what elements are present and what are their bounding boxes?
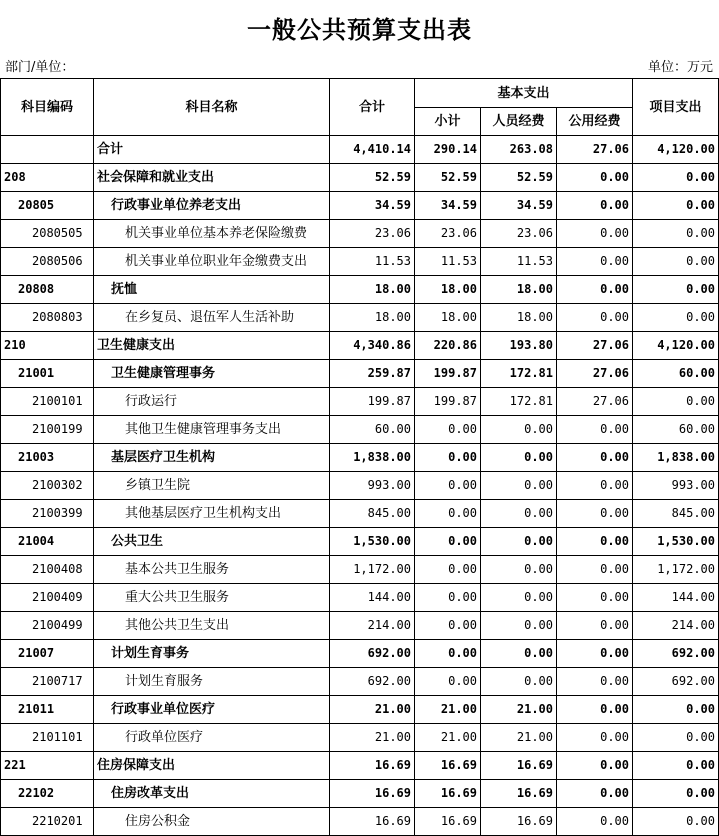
cell-name: 机关事业单位基本养老保险缴费 — [94, 220, 330, 248]
cell-subtotal: 23.06 — [415, 220, 481, 248]
cell-project: 1,172.00 — [633, 556, 719, 584]
cell-public: 0.00 — [557, 472, 633, 500]
cell-total: 23.06 — [330, 220, 415, 248]
cell-personnel: 0.00 — [481, 584, 557, 612]
table-row — [1, 248, 719, 276]
cell-project: 0.00 — [633, 724, 719, 752]
cell-code — [1, 136, 94, 164]
cell-code: 2080506 — [1, 248, 94, 276]
cell-public: 0.00 — [557, 500, 633, 528]
table-row — [1, 164, 719, 192]
cell-total: 11.53 — [330, 248, 415, 276]
cell-public: 27.06 — [557, 332, 633, 360]
cell-total: 34.59 — [330, 192, 415, 220]
cell-total: 21.00 — [330, 696, 415, 724]
expenditure-table — [0, 78, 719, 836]
cell-total: 214.00 — [330, 612, 415, 640]
cell-name: 住房改革支出 — [94, 780, 330, 808]
cell-total: 259.87 — [330, 360, 415, 388]
table-row — [1, 276, 719, 304]
cell-personnel: 52.59 — [481, 164, 557, 192]
cell-name: 社会保障和就业支出 — [94, 164, 330, 192]
cell-personnel: 0.00 — [481, 556, 557, 584]
cell-name: 公共卫生 — [94, 528, 330, 556]
header-personnel: 人员经费 — [481, 108, 557, 136]
header-project: 项目支出 — [633, 79, 719, 136]
cell-public: 0.00 — [557, 192, 633, 220]
cell-name: 基层医疗卫生机构 — [94, 444, 330, 472]
table-row — [1, 360, 719, 388]
header-subtotal: 小计 — [415, 108, 481, 136]
table-row — [1, 472, 719, 500]
cell-subtotal: 0.00 — [415, 556, 481, 584]
cell-total: 1,838.00 — [330, 444, 415, 472]
cell-total: 18.00 — [330, 276, 415, 304]
table-row — [1, 640, 719, 668]
cell-public: 0.00 — [557, 276, 633, 304]
cell-personnel: 263.08 — [481, 136, 557, 164]
cell-personnel: 21.00 — [481, 724, 557, 752]
cell-personnel: 0.00 — [481, 500, 557, 528]
cell-name: 在乡复员、退伍军人生活补助 — [94, 304, 330, 332]
cell-name: 卫生健康支出 — [94, 332, 330, 360]
cell-project: 692.00 — [633, 640, 719, 668]
cell-code: 21011 — [1, 696, 94, 724]
cell-subtotal: 21.00 — [415, 724, 481, 752]
cell-personnel: 172.81 — [481, 360, 557, 388]
table-row — [1, 220, 719, 248]
cell-personnel: 172.81 — [481, 388, 557, 416]
cell-total: 845.00 — [330, 500, 415, 528]
cell-total: 16.69 — [330, 752, 415, 780]
cell-subtotal: 0.00 — [415, 472, 481, 500]
cell-subtotal: 52.59 — [415, 164, 481, 192]
cell-personnel: 16.69 — [481, 780, 557, 808]
cell-total: 1,530.00 — [330, 528, 415, 556]
header-basic: 基本支出 — [415, 79, 633, 108]
cell-code: 2080803 — [1, 304, 94, 332]
cell-name: 其他基层医疗卫生机构支出 — [94, 500, 330, 528]
cell-name: 机关事业单位职业年金缴费支出 — [94, 248, 330, 276]
cell-public: 0.00 — [557, 612, 633, 640]
cell-subtotal: 16.69 — [415, 808, 481, 836]
cell-name: 其他卫生健康管理事务支出 — [94, 416, 330, 444]
cell-code: 2100499 — [1, 612, 94, 640]
cell-project: 692.00 — [633, 668, 719, 696]
cell-personnel: 0.00 — [481, 472, 557, 500]
cell-project: 0.00 — [633, 388, 719, 416]
cell-subtotal: 18.00 — [415, 276, 481, 304]
cell-project: 144.00 — [633, 584, 719, 612]
cell-subtotal: 34.59 — [415, 192, 481, 220]
cell-subtotal: 0.00 — [415, 444, 481, 472]
cell-name: 抚恤 — [94, 276, 330, 304]
cell-public: 0.00 — [557, 304, 633, 332]
cell-subtotal: 0.00 — [415, 416, 481, 444]
cell-total: 144.00 — [330, 584, 415, 612]
cell-subtotal: 290.14 — [415, 136, 481, 164]
cell-subtotal: 11.53 — [415, 248, 481, 276]
cell-public: 0.00 — [557, 752, 633, 780]
table-row — [1, 808, 719, 836]
table-row — [1, 304, 719, 332]
table-row — [1, 556, 719, 584]
cell-project: 0.00 — [633, 192, 719, 220]
cell-public: 0.00 — [557, 696, 633, 724]
cell-project: 4,120.00 — [633, 332, 719, 360]
header-public: 公用经费 — [557, 108, 633, 136]
cell-subtotal: 199.87 — [415, 388, 481, 416]
cell-name: 行政单位医疗 — [94, 724, 330, 752]
header-total: 合计 — [330, 79, 415, 136]
cell-subtotal: 220.86 — [415, 332, 481, 360]
cell-project: 4,120.00 — [633, 136, 719, 164]
cell-project: 845.00 — [633, 500, 719, 528]
cell-name: 行政事业单位医疗 — [94, 696, 330, 724]
table-row — [1, 612, 719, 640]
cell-total: 16.69 — [330, 780, 415, 808]
cell-code: 2101101 — [1, 724, 94, 752]
cell-name: 其他公共卫生支出 — [94, 612, 330, 640]
table-row — [1, 668, 719, 696]
table-body — [1, 136, 719, 836]
cell-code: 2100199 — [1, 416, 94, 444]
cell-code: 21001 — [1, 360, 94, 388]
cell-project: 214.00 — [633, 612, 719, 640]
cell-subtotal: 0.00 — [415, 640, 481, 668]
cell-name: 计划生育事务 — [94, 640, 330, 668]
table-row — [1, 136, 719, 164]
cell-personnel: 0.00 — [481, 612, 557, 640]
cell-public: 0.00 — [557, 668, 633, 696]
cell-total: 1,172.00 — [330, 556, 415, 584]
header-name: 科目名称 — [94, 79, 330, 136]
cell-name: 卫生健康管理事务 — [94, 360, 330, 388]
table-row — [1, 444, 719, 472]
cell-name: 计划生育服务 — [94, 668, 330, 696]
table-row — [1, 528, 719, 556]
cell-subtotal: 0.00 — [415, 500, 481, 528]
cell-personnel: 0.00 — [481, 528, 557, 556]
table-row — [1, 696, 719, 724]
cell-personnel: 11.53 — [481, 248, 557, 276]
cell-total: 4,340.86 — [330, 332, 415, 360]
cell-subtotal: 18.00 — [415, 304, 481, 332]
table-row — [1, 724, 719, 752]
cell-personnel: 18.00 — [481, 304, 557, 332]
cell-code: 21004 — [1, 528, 94, 556]
cell-personnel: 0.00 — [481, 668, 557, 696]
cell-public: 0.00 — [557, 724, 633, 752]
cell-personnel: 34.59 — [481, 192, 557, 220]
cell-code: 221 — [1, 752, 94, 780]
cell-public: 0.00 — [557, 556, 633, 584]
cell-personnel: 0.00 — [481, 640, 557, 668]
cell-name: 重大公共卫生服务 — [94, 584, 330, 612]
cell-code: 210 — [1, 332, 94, 360]
cell-project: 1,838.00 — [633, 444, 719, 472]
cell-subtotal: 0.00 — [415, 612, 481, 640]
cell-code: 208 — [1, 164, 94, 192]
table-row — [1, 416, 719, 444]
cell-public: 0.00 — [557, 584, 633, 612]
table-row — [1, 192, 719, 220]
cell-project: 0.00 — [633, 752, 719, 780]
cell-public: 27.06 — [557, 136, 633, 164]
cell-total: 60.00 — [330, 416, 415, 444]
cell-total: 692.00 — [330, 640, 415, 668]
cell-total: 199.87 — [330, 388, 415, 416]
cell-code: 20808 — [1, 276, 94, 304]
cell-project: 60.00 — [633, 416, 719, 444]
table-row — [1, 780, 719, 808]
cell-name: 行政运行 — [94, 388, 330, 416]
cell-name: 住房保障支出 — [94, 752, 330, 780]
header-code: 科目编码 — [1, 79, 94, 136]
cell-public: 27.06 — [557, 360, 633, 388]
cell-code: 22102 — [1, 780, 94, 808]
header-row-top — [1, 79, 719, 108]
cell-code: 21003 — [1, 444, 94, 472]
cell-personnel: 23.06 — [481, 220, 557, 248]
cell-code: 2100399 — [1, 500, 94, 528]
unit-label: 单位：万元 — [647, 60, 713, 75]
cell-public: 0.00 — [557, 164, 633, 192]
cell-project: 0.00 — [633, 696, 719, 724]
cell-public: 0.00 — [557, 780, 633, 808]
cell-personnel: 0.00 — [481, 444, 557, 472]
cell-code: 21007 — [1, 640, 94, 668]
cell-subtotal: 16.69 — [415, 752, 481, 780]
cell-project: 0.00 — [633, 780, 719, 808]
cell-total: 993.00 — [330, 472, 415, 500]
cell-personnel: 21.00 — [481, 696, 557, 724]
cell-personnel: 16.69 — [481, 752, 557, 780]
cell-public: 0.00 — [557, 444, 633, 472]
cell-public: 0.00 — [557, 808, 633, 836]
cell-project: 0.00 — [633, 220, 719, 248]
cell-total: 4,410.14 — [330, 136, 415, 164]
cell-subtotal: 16.69 — [415, 780, 481, 808]
cell-public: 0.00 — [557, 248, 633, 276]
cell-project: 0.00 — [633, 808, 719, 836]
cell-code: 2100101 — [1, 388, 94, 416]
cell-code: 20805 — [1, 192, 94, 220]
page-title: 一般公共预算支出表 — [247, 16, 472, 44]
cell-personnel: 16.69 — [481, 808, 557, 836]
cell-project: 0.00 — [633, 276, 719, 304]
cell-code: 2100408 — [1, 556, 94, 584]
cell-public: 0.00 — [557, 528, 633, 556]
cell-subtotal: 199.87 — [415, 360, 481, 388]
table-row — [1, 584, 719, 612]
cell-public: 27.06 — [557, 388, 633, 416]
table-row — [1, 500, 719, 528]
table-row — [1, 332, 719, 360]
cell-name: 行政事业单位养老支出 — [94, 192, 330, 220]
cell-total: 52.59 — [330, 164, 415, 192]
cell-subtotal: 0.00 — [415, 584, 481, 612]
cell-total: 21.00 — [330, 724, 415, 752]
cell-code: 2080505 — [1, 220, 94, 248]
dept-label: 部门/单位： — [5, 60, 75, 75]
cell-public: 0.00 — [557, 416, 633, 444]
cell-project: 0.00 — [633, 304, 719, 332]
cell-personnel: 193.80 — [481, 332, 557, 360]
cell-name: 合计 — [94, 136, 330, 164]
cell-name: 基本公共卫生服务 — [94, 556, 330, 584]
cell-name: 住房公积金 — [94, 808, 330, 836]
cell-project: 1,530.00 — [633, 528, 719, 556]
cell-subtotal: 21.00 — [415, 696, 481, 724]
cell-project: 0.00 — [633, 248, 719, 276]
cell-public: 0.00 — [557, 220, 633, 248]
cell-code: 2210201 — [1, 808, 94, 836]
cell-code: 2100717 — [1, 668, 94, 696]
cell-total: 18.00 — [330, 304, 415, 332]
cell-total: 692.00 — [330, 668, 415, 696]
table-row — [1, 388, 719, 416]
cell-public: 0.00 — [557, 640, 633, 668]
table-row — [1, 752, 719, 780]
cell-personnel: 0.00 — [481, 416, 557, 444]
cell-project: 60.00 — [633, 360, 719, 388]
cell-code: 2100409 — [1, 584, 94, 612]
cell-name: 乡镇卫生院 — [94, 472, 330, 500]
cell-subtotal: 0.00 — [415, 528, 481, 556]
cell-personnel: 18.00 — [481, 276, 557, 304]
cell-subtotal: 0.00 — [415, 668, 481, 696]
cell-project: 0.00 — [633, 164, 719, 192]
cell-total: 16.69 — [330, 808, 415, 836]
cell-code: 2100302 — [1, 472, 94, 500]
cell-project: 993.00 — [633, 472, 719, 500]
